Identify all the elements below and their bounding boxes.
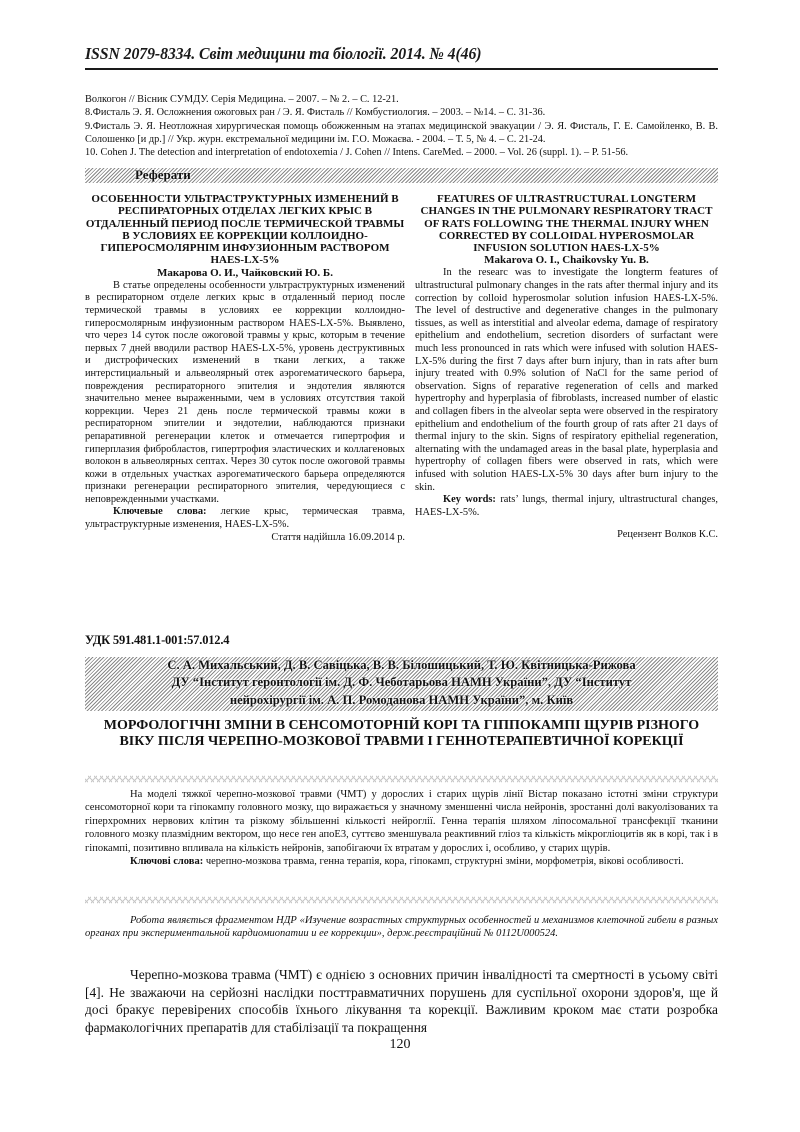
affiliation-line: ДУ “Інститут геронтології ім. Д. Ф. Чеботарьова НАМН України”, ДУ “Інститут [171, 675, 632, 690]
article-authors-band [85, 657, 718, 711]
article-abstract-text: На моделі тяжкої черепно-мозкової травми (ЧМТ) у дорослих і старих щурів лінії Вістар показано істотні зміни структури сенсомоторної кори та гіпокампу головного мозку, що виражається у значному зменшенні числа нейронів, зростанні долі вакуолізованих та гіперхромних нервових клітин та різкому збільшенні кількості нейроглії. Генна терапія шляхом ліпосомальної трансфекції тканини головного мозку плазмідним вектором, що несе ген апоЕ3, суттєво зменшувала реактивний гліоз та кількість мікрогліоцитів як в корі, так і в гіпокампі, позитивно впливала на кількість нейронів, запобігаючи їх втратам у дорослих і, особливо, у старих щурів. [85, 789, 718, 854]
abstract-ru-title: ОСОБЕННОСТИ УЛЬТРАСТРУКТУРНЫХ ИЗМЕНЕНИЙ В РЕСПИРАТОРНЫХ ОТДЕЛАХ ЛЕГКИХ КРЫС В ОТДАЛЕННЫЙ ПЕРИОД ПОСЛЕ ТЕРМИЧЕСКОЙ ТРАВМЫ В УСЛОВИЯХ ЕЕ КОРРЕКЦИИ КОЛЛОИДНО-ГИПЕРОСМОЛЯРНІМ ИНФУЗИОННЫМ РАСТВОРОМ HAES-LX-5% [85, 193, 405, 267]
abstract-en-body: In the researc was to investigate the longterm features of ultrastructural pulmonary changes in the rats after thermal injury and its correction by colloid hyperosmolar solution infusion HAES-LX-5%. The level of destructive and degenerative changes in the pulmonary tissues, as well as interstitial and alveolar edema, damage of respiratory epithelium and endothelium, secretion disorders of surfactant were much less pronounced in rats which were infused with solution HAES-LX-5% during the first 7 days after burn injury, than in rats after burn injury treated with 0.9% solution of NaCl for the same period of observation. Signs of reparative regeneration of cells and marked hypertrophy and hyperplasia of fibroblasts, increased number of elastic and collagen fibers in the alveolar septa were observed in the respiratory epithelium and endothelium of the fourth group of rats after 21 days of thermal injury to the skin. Signs of respiratory epithelial regeneration, alternating with the undamaged areas in the basal plate, hyperplasia and hypertrophy of collagen fibers were observed in rats, which were infused with solution HAES-LX-5% 30 days after burn injury to the skin. [415, 267, 718, 493]
header-rule [85, 68, 718, 70]
reference-item: 9.Фисталь Э. Я. Неотложная хирургическая помощь обожженным на этапах медицинской эвакуации / Э. Я. Фисталь, Г. Е. Самойленко, В. В. Солошенко [и др.] // Укр. журн. екстремальної медицини ім. Г.О. Можаєва. - 2004. – Т. 5, № 4. – С. 21-24. [85, 120, 718, 145]
page-number: 120 [389, 1037, 411, 1052]
references-list [85, 93, 718, 159]
keywords-label: Key words: [443, 494, 496, 506]
running-header: ISSN 2079-8334. Світ медицини та біології. 2014. № 4(46) [85, 44, 482, 63]
keywords-text: легкие крыс, термическая травма, ультраструктурные изменения, HAES-LX-5%. [85, 506, 405, 531]
abstract-english [415, 193, 718, 542]
article-keywords [85, 855, 718, 868]
wavy-divider [85, 896, 718, 904]
keywords-text: черепно-мозкова травма, генна терапія, кора, гіпокамп, структурні зміни, морфометрія, вікові особливості. [203, 856, 684, 868]
reviewer: Рецензент Волков К.С. [617, 529, 718, 541]
abstract-en-title: FEATURES OF ULTRASTRUCTURAL LONGTERM CHANGES IN THE PULMONARY RESPIRATORY TRACT OF RATS FOLLOWING THE THERMAL INJURY WHEN CORRECTED BY COLLOIDAL HYPEROSMOLAR INFUSION SOLUTION HAES-LX-5% [420, 193, 713, 255]
abstract-russian [85, 193, 405, 544]
affiliation-line: нейрохірургії ім. А. П. Ромоданова НАМН України”, м. Київ [229, 692, 574, 707]
section-band-label: Реферати [135, 167, 191, 182]
article-body-paragraph: Черепно-мозкова травма (ЧМТ) є однією з основних причин інвалідності та смертності в усьому світі [4]. Не зважаючи на серйозні наслідки посттравматичних порушень для суспільної охорони здоров'я, ще й досі бракує перевірених способів їхнього лікування та корекції. Важливим кроком має стати розробка фармакологічних препаратів для стабілізації та покращення [85, 967, 718, 1035]
abstract-en-keywords [415, 494, 718, 519]
section-band-abstracts [85, 168, 718, 183]
article-abstract [85, 788, 718, 868]
received-date: Стаття надійшла 16.09.2014 р. [271, 531, 405, 543]
abstract-en-authors: Makarova O. I., Chaikovsky Yu. B. [484, 254, 649, 267]
abstract-ru-body: В статье определены особенности ультраструктурных изменений в респираторном отделе легких крыс в отдаленный период после термической травмы в условиях ее коррекции коллоидно-гиперосмолярным инфузионным раствором HAES-LX-5%. Выявлено, что через 14 суток после ожоговой травмы у крыс, которым в течение первых 7 дней вводили раствор HAES-LX-5%, уровень деструктивных и дистрофических изменений в ткани легких, а также интерстициальный и альвеолярный отек аэрогематического барьера, повреждения респираторного эпителия и эндотелия являются значительно менее выраженными, чем в условиях отсутствия такой коррекции. Через 21 день после термической травмы кожи в респираторном эпителии и эндотелии, наблюдаются признаки репаративной регенерации клеток и отмечается гипертрофия и гиперплазия фибробластов, гипертрофия эластических и коллагеновых волокон в альвеолярных септах. Через 30 суток после ожоговой травмы кожи в отдельных участках аэрогематического барьера определяются признаки регенерации респираторного эпителия, чередующиеся с неповрежденными участками. [85, 279, 405, 505]
authors-line: С. А. Михальський, Д. В. Савіцька, В. В. Білошицький, Т. Ю. Квітницька-Рижова [167, 658, 636, 672]
udk-code: УДК 591.481.1-001:57.012.4 [85, 633, 230, 647]
keywords-text: rats’ lungs, thermal injury, ultrastructural changes, HAES-LX-5%. [415, 494, 718, 518]
article-title: МОРФОЛОГІЧНІ ЗМІНИ В СЕНСОМОТОРНІЙ КОРІ ТА ГІППОКАМПІ ЩУРІВ РІЗНОГО ВІКУ ПІСЛЯ ЧЕРЕПНО-МОЗКОВОЇ ТРАВМИ І ГЕННОТЕРАПЕВТИЧНОЇ КОРЕКЦІЇ [103, 718, 700, 749]
keywords-label: Ключевые слова: [113, 506, 207, 518]
reference-item: 10. Cohen J. The detection and interpretation of endotoxemia / J. Cohen // Intens. CareMed. – 2000. – Vol. 26 (suppl. 1). – P. 51-56. [85, 147, 629, 159]
keywords-label: Ключові слова: [130, 856, 204, 868]
reference-item: 8.Фисталь Э. Я. Осложнения ожоговых ран / Э. Я. Фисталь // Комбустиология. – 2003. – №14. – С. 31-36. [85, 107, 546, 119]
wavy-divider [85, 775, 718, 783]
abstract-ru-keywords [85, 506, 405, 531]
grant-note: Робота являється фрагментом НДР «Изучение возрастных структурных особенностей и механизмов клеточной гибели в разных органах при экспериментальной кардиомиопатии и ее коррекции», держ.реєстраційний № 0112U000524. [85, 915, 718, 940]
reference-item: Волкогон // Вісник СУМДУ. Серія Медицина. – 2007. – № 2. – С. 12-21. [85, 94, 399, 105]
abstract-ru-authors: Макарова О. И., Чайковский Ю. Б. [157, 266, 333, 279]
